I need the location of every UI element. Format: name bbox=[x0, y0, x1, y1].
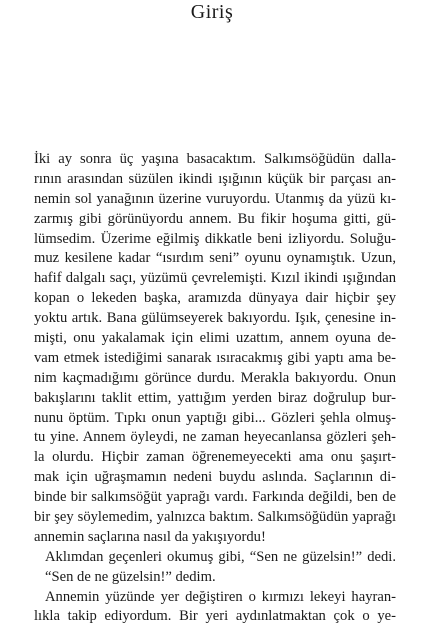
text-line: lıkla takip ediyordum. Bir yeri aydınlatmaktan çok o ye- bbox=[34, 608, 396, 625]
text-line: İki ay sonra üç yaşına basacaktım. Salkımsöğüdün dalla- bbox=[34, 151, 396, 167]
text-line: binde bir salkımsöğüt yaprağı vardı. Farkında değildi, ben de bbox=[34, 489, 396, 506]
text-line: annemin saçlarına nasıl da yakışıyordu! bbox=[34, 528, 266, 545]
text-line: zarmış gibi görünüyordu annem. Bu fikir hoşuma gitti, gü- bbox=[34, 210, 396, 227]
text-line: yoktu artık. Bana gülümseyerek bakıyordu. Işık, çenesine in- bbox=[34, 310, 396, 327]
text-line: nim kaçmadığımı görünce durdu. Merakla bakıyordu. Onun bbox=[34, 369, 396, 386]
text-line: hafif dalgalı saçı, yüzümü çevrelemişti. Kızıl ikindi ışığından bbox=[34, 270, 396, 287]
text-line: rının arasından süzülen ikindi ışığının küçük bir parçası an- bbox=[34, 170, 396, 187]
text-line: vam etmek istediğimi sanarak ısıracakmış gibi yaptı ama be- bbox=[34, 349, 396, 366]
text-line: lümsedim. Üzerime eğilmiş dikkatle beni izliyordu. Soluğu- bbox=[34, 230, 396, 247]
text-line: “Sen de ne güzelsin!” dedim. bbox=[45, 568, 216, 585]
text-line: mişti, onu yakalamak için elimi uzattım, annem oyuna de- bbox=[34, 330, 396, 347]
text-line: bir şey söylemedim, yalnızca baktım. Salkımsöğüdün yaprağı bbox=[34, 509, 396, 526]
text-line: bakışlarını taklit ettim, yattığım yerden biraz doğrulup bur- bbox=[34, 389, 396, 406]
text-line: tu yine. Annem öyleydi, ne zaman heyecanlansa gözleri şeh- bbox=[34, 429, 396, 446]
text-line: nunu öptüm. Tıpkı onun yaptığı gibi... Gözleri şehla olmuş- bbox=[34, 409, 396, 426]
text-line: nemin sol yanağının üzerine vuruyordu. Utanmış da yüzü kı- bbox=[34, 190, 396, 207]
text-line: Annemin yüzünde yer değiştiren o kırmızı lekeyi hayran- bbox=[45, 588, 396, 605]
body-text bbox=[34, 150, 396, 627]
chapter-title: Giriş bbox=[190, 1, 234, 23]
text-line: kopan o lekeden başka, aramızda dünyaya dair hiçbir şey bbox=[34, 290, 396, 307]
text-line: muz kesilene kadar “ısırdım seni” oyunu oynamıştık. Uzun, bbox=[34, 250, 396, 267]
text-line: mak için uğraşmamın nedeni buydu aslında. Saçlarının di- bbox=[34, 469, 396, 486]
text-line: Aklımdan geçenleri okumuş gibi, “Sen ne güzelsin!” dedi. bbox=[45, 548, 396, 565]
text-line: la olurdu. Hiçbir zaman öğrenemeyecekti ama onu şaşırt- bbox=[34, 449, 396, 466]
